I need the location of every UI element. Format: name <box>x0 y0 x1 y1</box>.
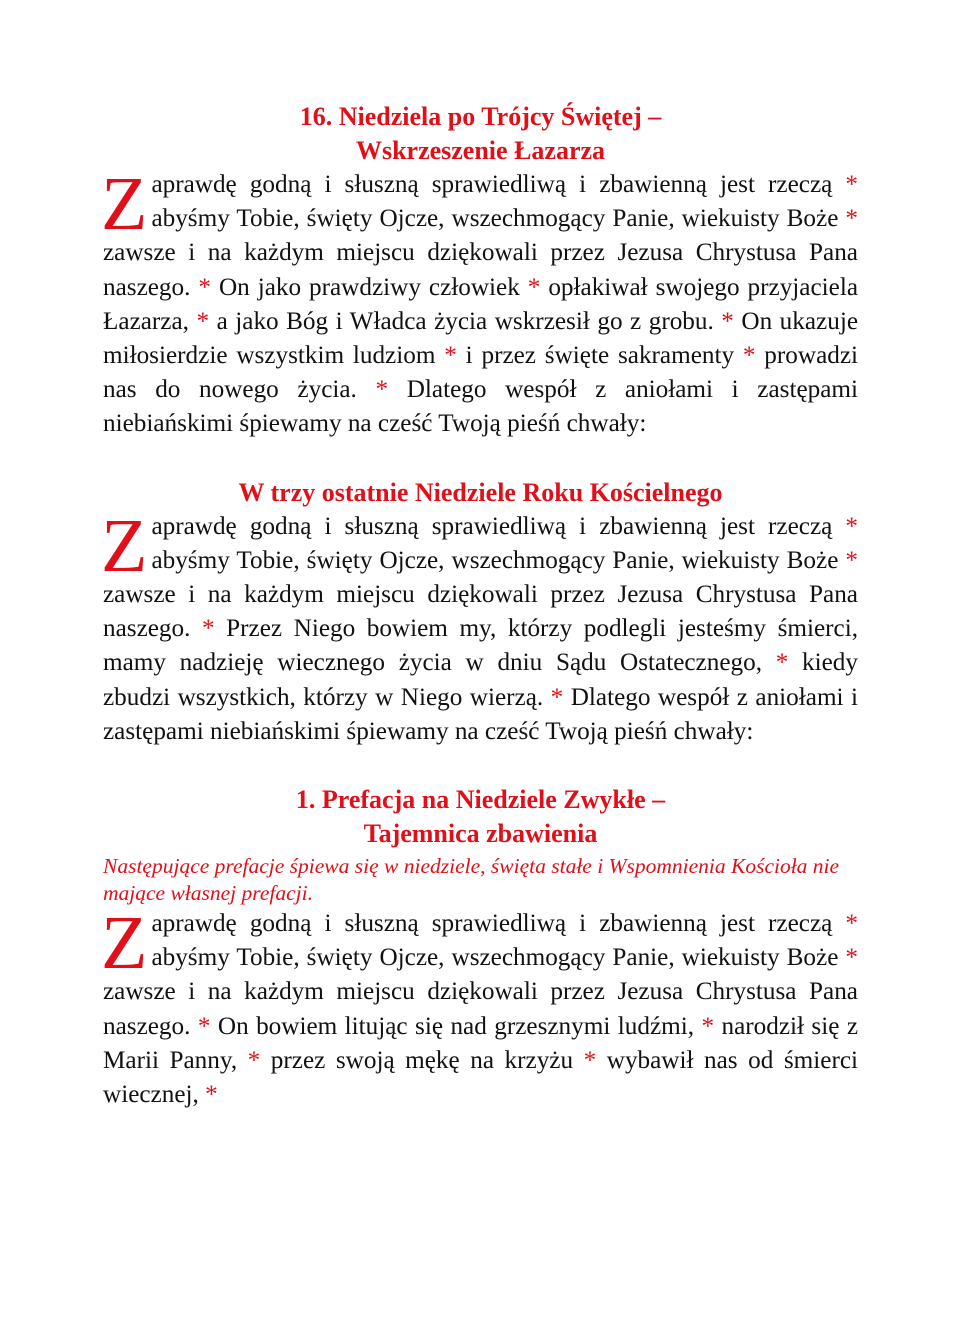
text-run: prowadzi nas do nowego życia. <box>103 342 859 404</box>
section2-drop-cap: Z <box>101 503 148 588</box>
section3-title <box>103 783 858 851</box>
section2-preface-text <box>101 503 859 749</box>
text-run: kiedy zbudzi wszystkich, którzy w Niego wierzą. <box>103 649 858 711</box>
section3-rubric: Następujące prefacje śpiewa się w niedziele, święta stałe i Wspomnienia Kościoła nie mające własnej prefacji. <box>103 854 840 906</box>
text-run: aprawdę godną i słuszną sprawiedliwą i zbawienną jest rzeczą <box>151 512 846 540</box>
text-run: abyśmy Tobie, święty Ojcze, wszechmogący Panie, wiekuisty Boże <box>151 546 846 574</box>
text-run: On jako prawdziwy człowiek <box>210 273 528 301</box>
section3-title-line2: Tajemnica zbawienia <box>363 819 598 849</box>
text-run: aprawdę godną i słuszną sprawiedliwą i zbawienną jest rzeczą <box>151 171 846 198</box>
section3-drop-cap: Z <box>101 901 148 986</box>
text-run: Dlatego wespół z aniołami i zastępami niebiańskimi śpiewamy na cześć Twoją pieśń chwały: <box>103 683 858 745</box>
asterisk-mark: * <box>196 307 210 335</box>
section1-title-line1: 16. Niedziela po Trójcy Świętej – <box>299 102 662 131</box>
asterisk-mark: * <box>775 649 789 677</box>
text-run: zawsze i na każdym miejscu dziękowali przez Jezusa Chrystusa Pana naszego. <box>103 581 858 643</box>
section3-title-line1: 1. Prefacja na Niedziele Zwykłe – <box>295 785 666 815</box>
asterisk-mark: * <box>205 1081 218 1109</box>
asterisk-mark: * <box>701 1012 715 1040</box>
content <box>103 100 858 1112</box>
text-run: aprawdę godną i słuszną sprawiedliwą i zbawienną jest rzeczą <box>151 910 846 938</box>
text-run: wybawił nas od śmierci wiecznej, <box>103 1046 859 1109</box>
asterisk-mark: * <box>527 273 541 301</box>
asterisk-mark: * <box>721 307 734 335</box>
text-run: Przez Niego bowiem my, którzy podlegli jesteśmy śmierci, mamy nadzieję wiecznego życia w dniu Sądu Ostatecznego, <box>103 615 859 677</box>
asterisk-mark: * <box>742 342 756 370</box>
text-run: On bowiem litując się nad grzesznymi ludźmi, <box>210 1012 702 1040</box>
text-run: abyśmy Tobie, święty Ojcze, wszechmogący Panie, wiekuisty Boże <box>151 205 846 233</box>
text-run: narodził się z Marii Panny, <box>103 1012 859 1074</box>
text-run: opłakiwał swojego przyjaciela Łazarza, <box>103 273 859 335</box>
asterisk-mark: * <box>198 273 211 301</box>
section1-drop-cap: Z <box>101 162 148 246</box>
asterisk-mark: * <box>550 683 564 711</box>
asterisk-mark: * <box>845 512 858 540</box>
section1-preface-text <box>101 162 859 442</box>
section2-title: W trzy ostatnie Niedziele Roku Kościelnego <box>238 477 723 507</box>
asterisk-mark: * <box>845 944 858 972</box>
text-run: Dlatego wespół z aniołami i zastępami niebiańskimi śpiewamy na cześć Twoją pieśń chwały: <box>103 376 858 438</box>
asterisk-mark: * <box>197 1012 211 1040</box>
section3-preface-text <box>101 901 859 1112</box>
text-run: zawsze i na każdym miejscu dziękowali przez Jezusa Chrystusa Pana naszego. <box>103 978 858 1040</box>
asterisk-mark: * <box>845 205 858 233</box>
text-run: On ukazuje miłosierdzie wszystkim ludziom <box>103 307 859 370</box>
asterisk-mark: * <box>375 376 389 404</box>
asterisk-mark: * <box>247 1046 261 1074</box>
section1-title-line2: Wskrzeszenie Łazarza <box>355 136 606 165</box>
section1-title <box>103 100 858 168</box>
text-run: abyśmy Tobie, święty Ojcze, wszechmogący Panie, wiekuisty Boże <box>151 944 846 972</box>
asterisk-mark: * <box>845 546 858 574</box>
asterisk-mark: * <box>444 342 457 370</box>
asterisk-mark: * <box>583 1046 597 1074</box>
text-run: przez swoją mękę na krzyżu <box>260 1046 584 1074</box>
asterisk-mark: * <box>201 615 215 643</box>
text-run: zawsze i na każdym miejscu dziękowali przez Jezusa Chrystusa Pana naszego. <box>103 239 858 301</box>
text-run: i przez święte sakramenty <box>456 342 743 370</box>
text-run: a jako Bóg i Władca życia wskrzesił go z grobu. <box>209 307 722 335</box>
asterisk-mark: * <box>845 171 858 198</box>
asterisk-mark: * <box>845 910 858 938</box>
